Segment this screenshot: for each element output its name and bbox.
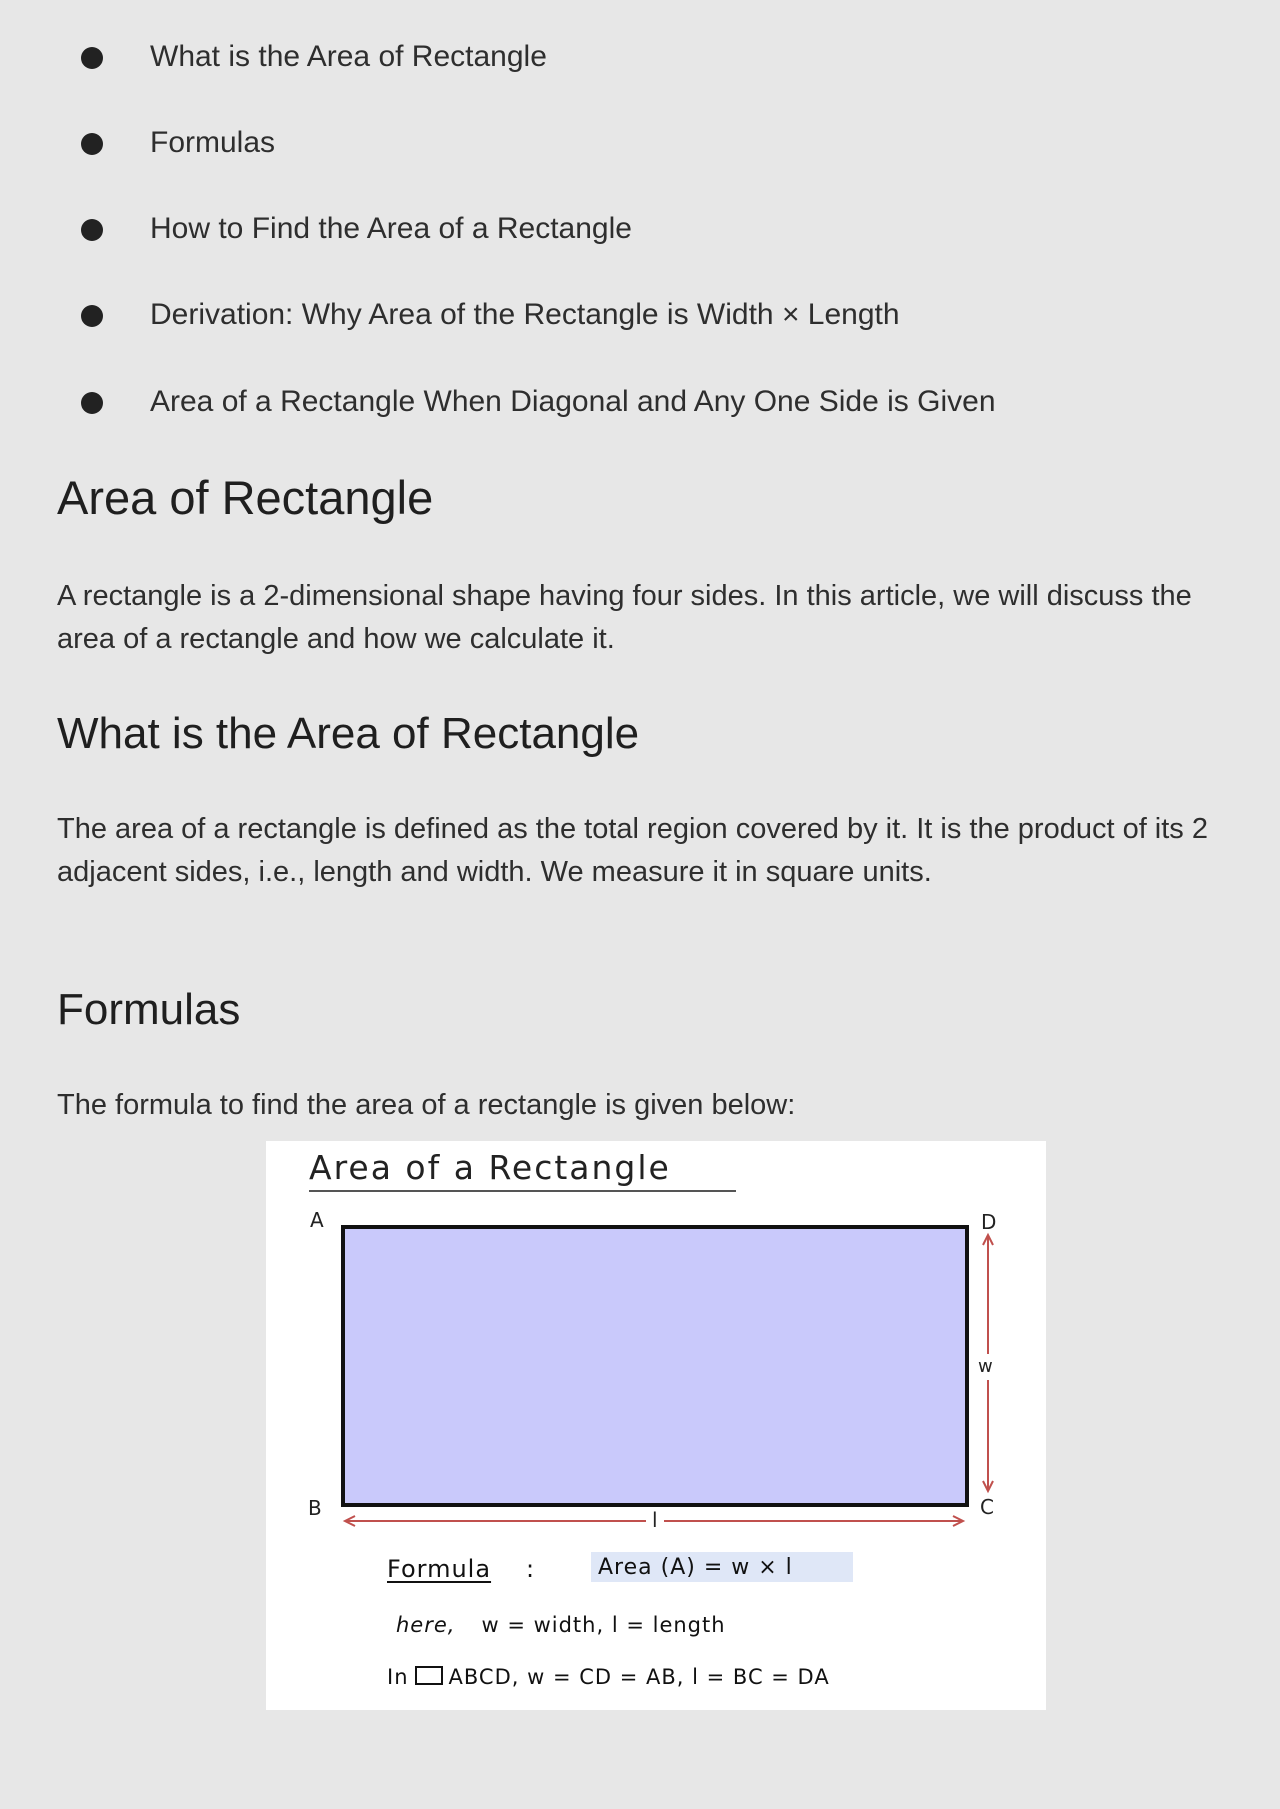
bullet-icon — [81, 219, 103, 241]
figure-title: Area of a Rectangle — [309, 1148, 671, 1187]
toc-link[interactable]: Formulas — [150, 126, 276, 159]
toc-item[interactable] — [0, 382, 1280, 422]
toc-item[interactable] — [0, 123, 1280, 163]
toc-item[interactable] — [0, 37, 1280, 77]
what-is-paragraph: The area of a rectangle is defined as the total region covered by it. It is the product of its 2 adjacent sides, i.e., length and width. We measure it in square units. — [57, 813, 1208, 888]
toc-link[interactable]: What is the Area of Rectangle — [150, 40, 547, 73]
side-label-l: l — [646, 1509, 664, 1531]
side-label-w: w — [978, 1354, 993, 1380]
vertex-label-c: C — [980, 1495, 994, 1519]
bullet-icon — [81, 133, 103, 155]
formula-label: Formula — [387, 1555, 492, 1583]
toc-link[interactable]: Area of a Rectangle When Diagonal and Any One Side is Given — [150, 385, 996, 418]
intro-paragraph: A rectangle is a 2-dimensional shape having four sides. In this article, we will discuss the area of a rectangle and how we calculate it. — [57, 580, 1192, 655]
rectangle-symbol-icon — [415, 1666, 443, 1685]
vertex-label-d: D — [981, 1210, 997, 1234]
bullet-icon — [81, 305, 103, 327]
area-of-rectangle-figure — [266, 1141, 1046, 1710]
section-heading-what-is: What is the Area of Rectangle — [57, 709, 640, 758]
vertex-label-b: B — [308, 1496, 322, 1520]
equalities-line — [387, 1665, 830, 1689]
toc-item[interactable] — [0, 295, 1280, 335]
formula-expression: Area (A) = w × l — [598, 1555, 793, 1580]
bullet-icon — [81, 392, 103, 414]
toc-item[interactable] — [0, 209, 1280, 249]
section-heading-formulas: Formulas — [57, 985, 241, 1034]
definitions-text: w = width, l = length — [481, 1613, 726, 1637]
here-word: here, — [396, 1613, 456, 1637]
vertex-label-a: A — [310, 1208, 324, 1232]
page-title: Area of Rectangle — [57, 471, 434, 524]
toc-link[interactable]: How to Find the Area of a Rectangle — [150, 212, 632, 245]
equalities-text: ABCD, w = CD = AB, l = BC = DA — [448, 1665, 830, 1689]
bullet-icon — [81, 47, 103, 69]
definitions-line — [396, 1613, 726, 1637]
formulas-paragraph: The formula to find the area of a rectangle is given below: — [57, 1089, 796, 1121]
toc-link[interactable]: Derivation: Why Area of the Rectangle is Width × Length — [150, 298, 900, 331]
formula-colon: : — [526, 1555, 536, 1583]
in-word: In — [387, 1665, 409, 1689]
